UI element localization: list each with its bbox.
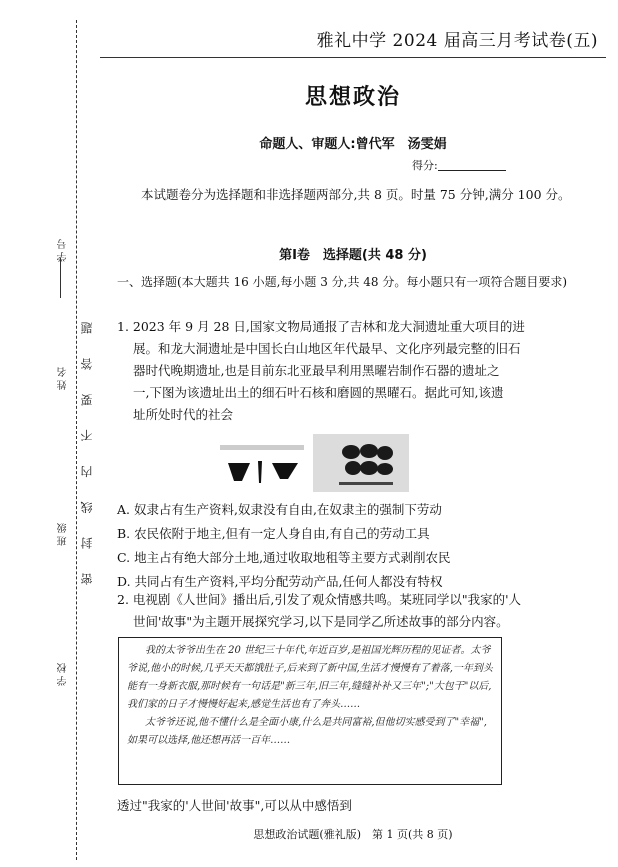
student-id-label: 学号 [58,236,69,262]
question-1-line: 1. 2023 年 9 月 28 日,国家文物局通报了吉林和龙大洞遗址重大项目的进 [117,319,525,334]
subject-title: 思想政治 [304,85,401,110]
question-1 [117,316,607,426]
story-paragraph: 太爷爷还说,他不懂什么是全面小康,什么是共同富裕,但他切实感受到了"幸福",如果可以选择,他还想再活一百年…… [127,717,487,746]
seal-dashed-line [76,20,77,860]
authors-line: 命题人、审题人:曾代军 汤雯娟 [259,137,447,152]
school-label: 学校 [58,660,69,686]
score-blank [438,160,506,171]
question-1-line: 展。和龙大洞遗址是中国长白山地区年代最早、文化序列最完整的旧石 [133,341,521,356]
question-1-options [117,498,607,594]
story-excerpt-box [118,637,502,785]
intro-paragraph: 本试题卷分为选择题和非选择题两部分,共 8 页。时量 75 分钟,满分 100 分。 [141,187,571,202]
microblade-core-image [220,443,304,488]
question-2 [117,589,607,633]
binding-margin [0,0,98,867]
question-1-line: 一,下图为该遗址出土的细石叶石核和磨圆的黑曜石。据此可知,该遗 [133,385,504,400]
obsidian-pebbles-image [313,434,409,492]
page-footer: 思想政治试题(雅礼版) 第 1 页(共 8 页) [253,828,453,841]
story-paragraph: 我的太爷爷出生在 20 世纪三十年代,年近百岁,是祖国光辉历程的见证者。太爷爷说,他小的时候,几乎天天都饿肚子,后来到了新中国,生活才慢慢有了着落,一年到头能有一身新衣服,那时候有一句话是"新三年,旧三年,缝缝补补又三年";"大包干"以后,我们家的日子才慢慢好起来,感觉生活也有了奔头…… [127,645,493,710]
option-b: B. 农民依附于地主,但有一定人身自由,有自己的劳动工具 [117,526,430,541]
section-instructions: 一、选择题(本大题共 16 小题,每小题 3 分,共 48 分。每小题只有一项符合题目要求) [117,275,568,289]
question-2-stem: 透过"我家的'人世间'故事",可以从中感悟到 [117,798,352,813]
seal-warning: 密 封 线 内 不 要 答 题 [80,312,94,585]
question-2-line: 世间'故事"为主题开展探究学习,以下是同学乙所述故事的部分内容。 [133,614,509,629]
section-title: 第Ⅰ卷 选择题(共 48 分) [279,248,427,263]
question-1-line: 器时代晚期遗址,也是目前东北亚最早利用黑曜岩制作石器的遗址之 [133,363,500,378]
class-label: 班级 [58,520,69,546]
name-label: 姓名 [58,364,69,390]
option-a: A. 奴隶占有生产资料,奴隶没有自由,在奴隶主的强制下劳动 [117,502,442,517]
option-c: C. 地主占有绝大部分土地,通过收取地租等主要方式剥削农民 [117,550,451,565]
header-rule [100,57,606,58]
score-label: 得分: [412,159,438,172]
score-field [412,157,506,173]
question-1-line: 址所处时代的社会 [133,407,234,422]
option-d: D. 共同占有生产资料,平均分配劳动产品,任何人都没有特权 [117,574,443,589]
exam-title: 雅礼中学 2024 届高三月考试卷(五) [316,31,598,51]
student-id-line [60,258,61,298]
question-2-line: 2. 电视剧《人世间》播出后,引发了观众情感共鸣。某班同学以"我家的'人 [117,592,522,607]
